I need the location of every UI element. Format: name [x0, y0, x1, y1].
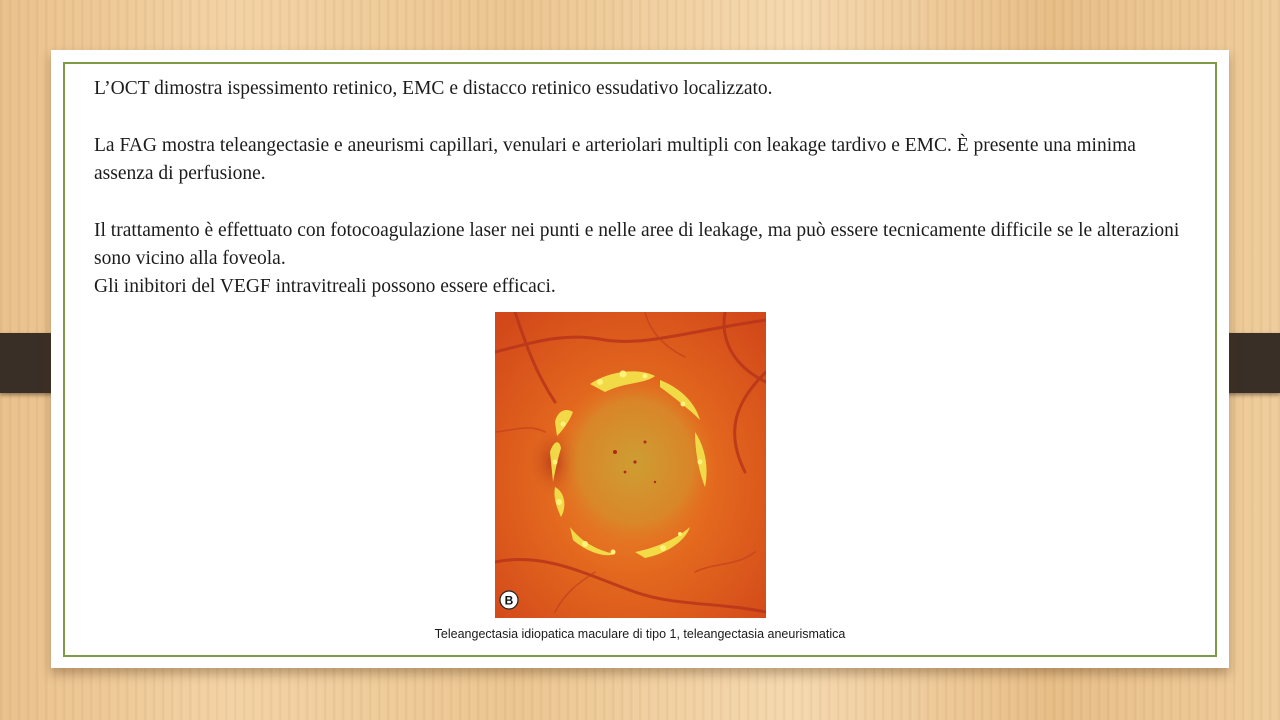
paragraph-treatment: Il trattamento è effettuato con fotocoagulazione laser nei punti e nelle aree di leakage, ma può essere tecnicamente difficile se le alterazioni sono vicino alla foveola. [94, 220, 1180, 269]
paragraph-fag: La FAG mostra teleangectasie e aneurismi capillari, venulari e arteriolari multipli con leakage tardivo e EMC. È presente una minima assenza di perfusione. [94, 135, 1136, 184]
figure-caption: Teleangectasia idiopatica maculare di tipo 1, teleangectasia aneurismatica [434, 627, 846, 641]
paragraph-vegf: Gli inibitori del VEGF intravitreali possono essere efficaci. [94, 276, 556, 297]
slide-paper [51, 50, 1229, 668]
fundus-photograph [495, 312, 766, 618]
panel-label: B [504, 593, 514, 608]
slide-text [94, 75, 1184, 301]
paragraph-oct: L’OCT dimostra ispessimento retinico, EMC e distacco retinico essudativo localizzato. [94, 78, 773, 99]
